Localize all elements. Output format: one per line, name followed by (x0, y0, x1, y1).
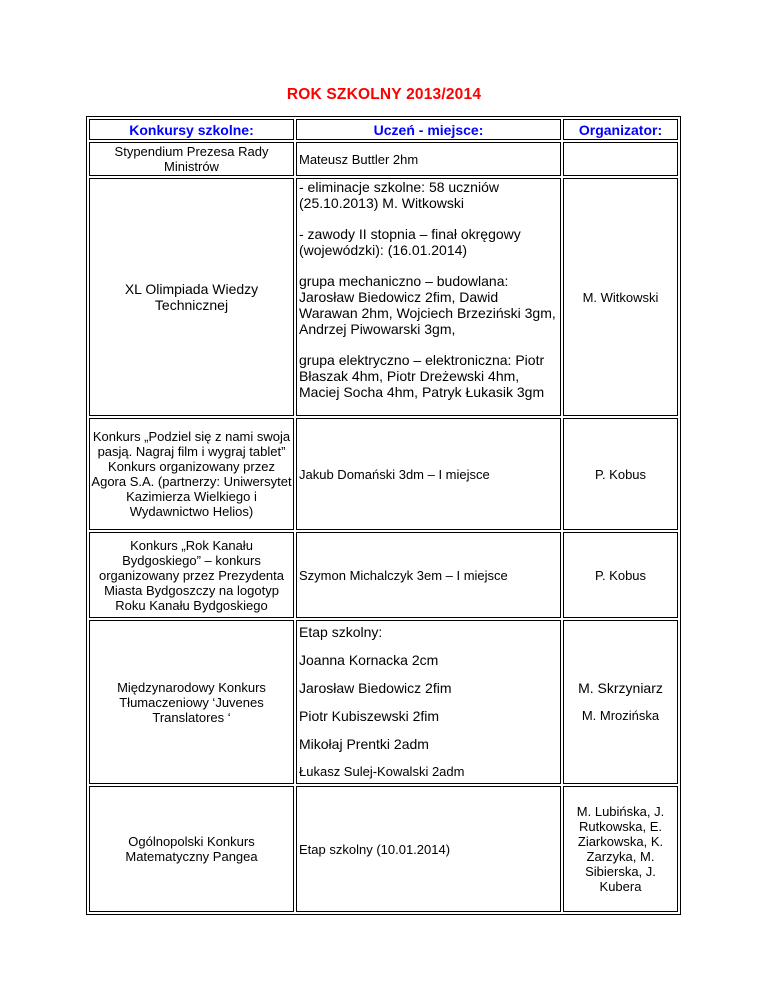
student-line: Piotr Kubiszewski 2fim (299, 708, 440, 724)
table-row (89, 178, 678, 416)
contest-cell: XL Olimpiada Wiedzy Technicznej (89, 178, 294, 416)
student-line: Joanna Kornacka 2cm (299, 652, 439, 668)
table-row (89, 620, 678, 784)
organizer-cell: P. Kobus (563, 418, 678, 530)
organizer-cell (563, 142, 678, 176)
organizer-cell: M. Lubińska, J. Rutkowska, E. Ziarkowska, K. Zarzyka, M. Sibierska, J. Kubera (563, 786, 678, 912)
student-cell (296, 532, 561, 618)
student-cell (296, 620, 561, 784)
contests-table (86, 116, 681, 915)
contest-cell: Ogólnopolski Konkurs Matematyczny Pangea (89, 786, 294, 912)
header-student: Uczeń - miejsce: (296, 119, 561, 140)
student-line: Etap szkolny (10.01.2014) (299, 841, 451, 857)
student-cell (296, 786, 561, 912)
student-line: Mikołaj Prentki 2adm (299, 736, 429, 752)
organizer-cell: P. Kobus (563, 532, 678, 618)
table-row (89, 418, 678, 530)
table-row (89, 142, 678, 176)
student-line: grupa mechaniczno – budowlana: Jarosław Biedowicz 2fim, Dawid Warawan 2hm, Wojciech Brzeziński 3gm, Andrzej Piwowarski 3gm, (299, 273, 556, 337)
table-header-row (89, 119, 678, 140)
student-line: Mateusz Buttler 2hm (299, 151, 419, 167)
contest-cell: Konkurs „Podziel się z nami swoja pasją. Nagraj film i wygraj tablet” Konkurs organizowany przez Agora S.A. (partnerzy: Uniwersytet Kazimierza Wielkiego i Wydawnictwo Helios) (89, 418, 294, 530)
student-line: Łukasz Sulej-Kowalski 2adm (299, 764, 465, 779)
organizer-line: M. Mrozińska (581, 708, 660, 723)
student-cell (296, 178, 561, 416)
organizer-cell (563, 620, 678, 784)
header-organizer: Organizator: (563, 119, 678, 140)
contest-cell: Międzynarodowy Konkurs Tłumaczeniowy ‘Juvenes Translatores ‘ (89, 620, 294, 784)
student-line: Jarosław Biedowicz 2fim (299, 680, 452, 696)
student-cell (296, 418, 561, 530)
organizer-line: M. Skrzyniarz (578, 680, 663, 696)
header-contests: Konkursy szkolne: (89, 119, 294, 140)
student-line: Jakub Domański 3dm – I miejsce (299, 466, 490, 482)
student-cell (296, 142, 561, 176)
student-line: - zawody II stopnia – finał okręgowy (wojewódzki): (16.01.2014) (299, 226, 521, 258)
table-row (89, 786, 678, 912)
contest-cell: Konkurs „Rok Kanału Bydgoskiego” – konkurs organizowany przez Prezydenta Miasta Bydgoszczy na logotyp Roku Kanału Bydgoskiego (89, 532, 294, 618)
contest-cell: Stypendium Prezesa Rady Ministrów (89, 142, 294, 176)
student-line: Szymon Michalczyk 3em – I miejsce (299, 567, 508, 583)
page-title: ROK SZKOLNY 2013/2014 (286, 86, 482, 103)
student-line: - eliminacje szkolne: 58 uczniów (25.10.2013) M. Witkowski (299, 179, 499, 211)
student-line: Etap szkolny: (299, 624, 383, 640)
table-row (89, 532, 678, 618)
organizer-cell: M. Witkowski (563, 178, 678, 416)
student-line: grupa elektryczno – elektroniczna: Piotr Błaszak 4hm, Piotr Dreżewski 4hm, Maciej Socha 4hm, Patryk Łukasik 3gm (299, 352, 545, 400)
